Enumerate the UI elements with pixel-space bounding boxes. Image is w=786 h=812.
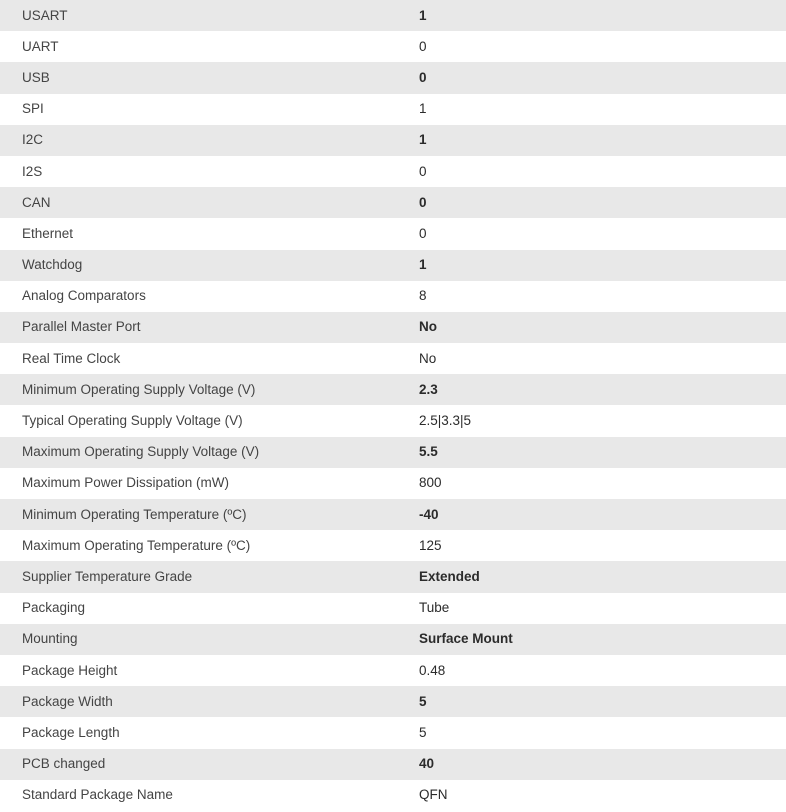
table-row xyxy=(0,561,786,592)
parameter-label: Typical Operating Supply Voltage (V) xyxy=(22,413,243,429)
table-row xyxy=(0,0,786,31)
parameter-label: PCB changed xyxy=(22,756,106,772)
parameter-value: 0 xyxy=(419,163,427,179)
table-row xyxy=(0,125,786,156)
parameter-label: Package Height xyxy=(22,662,118,678)
parameter-label: Maximum Operating Supply Voltage (V) xyxy=(22,444,260,460)
parameter-value: 0 xyxy=(419,225,427,241)
parameter-value: 0.48 xyxy=(419,662,446,678)
table-row xyxy=(0,31,786,62)
parameter-label: Minimum Operating Temperature (ºC) xyxy=(22,506,247,522)
table-row xyxy=(0,250,786,281)
table-row xyxy=(0,780,786,811)
parameter-label: USART xyxy=(22,7,68,23)
table-row xyxy=(0,437,786,468)
parameter-value: No xyxy=(419,350,437,366)
parameter-value: 125 xyxy=(419,537,442,553)
parameter-label: Real Time Clock xyxy=(22,350,121,366)
table-row xyxy=(0,374,786,405)
parameter-value: 5 xyxy=(419,693,427,709)
parameter-label: Supplier Temperature Grade xyxy=(22,568,193,584)
table-row xyxy=(0,717,786,748)
table-row xyxy=(0,62,786,93)
table-row xyxy=(0,312,786,343)
parameter-value: 1 xyxy=(419,101,427,117)
parameter-label: I2S xyxy=(22,163,43,179)
parameter-value: 0 xyxy=(419,69,427,85)
parameter-label: I2C xyxy=(22,132,44,148)
table-row xyxy=(0,405,786,436)
parameter-value: 800 xyxy=(419,475,442,491)
parameter-value: QFN xyxy=(419,787,448,803)
parameter-value: 2.3 xyxy=(419,381,438,397)
parameter-value: Extended xyxy=(419,568,480,584)
parameter-value: 0 xyxy=(419,194,427,210)
parameter-label: SPI xyxy=(22,101,44,117)
parameter-value: 8 xyxy=(419,288,427,304)
table-row xyxy=(0,655,786,686)
table-row xyxy=(0,499,786,530)
parameter-value: 2.5|3.3|5 xyxy=(419,413,472,429)
parameter-value: Tube xyxy=(419,600,450,616)
table-row xyxy=(0,624,786,655)
table-row xyxy=(0,468,786,499)
parameter-label: Maximum Operating Temperature (ºC) xyxy=(22,537,251,553)
parameter-value: 5.5 xyxy=(419,444,438,460)
parameter-value: 5 xyxy=(419,724,427,740)
parameter-label: Packaging xyxy=(22,600,86,616)
parameter-value: 0 xyxy=(419,38,427,54)
table-row xyxy=(0,218,786,249)
parameter-label: Package Width xyxy=(22,693,113,709)
table-row xyxy=(0,281,786,312)
parameter-value: -40 xyxy=(419,506,439,522)
table-row xyxy=(0,343,786,374)
parameter-value: 1 xyxy=(419,257,427,273)
parameter-label: Minimum Operating Supply Voltage (V) xyxy=(22,381,256,397)
parameter-label: Ethernet xyxy=(22,225,74,241)
table-row xyxy=(0,593,786,624)
parameter-label: Standard Package Name xyxy=(22,787,173,803)
table-row xyxy=(0,187,786,218)
parameter-label: Mounting xyxy=(22,631,78,647)
table-row xyxy=(0,530,786,561)
parameter-value: Surface Mount xyxy=(419,631,513,647)
parameter-label: Parallel Master Port xyxy=(22,319,141,335)
parameter-value: 1 xyxy=(419,132,427,148)
parameter-label: Analog Comparators xyxy=(22,288,146,304)
table-row xyxy=(0,686,786,717)
table-row xyxy=(0,156,786,187)
parameter-label: CAN xyxy=(22,194,51,210)
parameter-label: Package Length xyxy=(22,724,120,740)
parameter-label: USB xyxy=(22,69,50,85)
parameter-label: Maximum Power Dissipation (mW) xyxy=(22,475,230,491)
parameter-label: UART xyxy=(22,38,59,54)
table-row xyxy=(0,94,786,125)
parameter-value: 40 xyxy=(419,756,435,772)
table-row xyxy=(0,749,786,780)
parameter-label: Watchdog xyxy=(22,257,83,273)
parameter-value: No xyxy=(419,319,437,335)
parameter-value: 1 xyxy=(419,7,427,23)
